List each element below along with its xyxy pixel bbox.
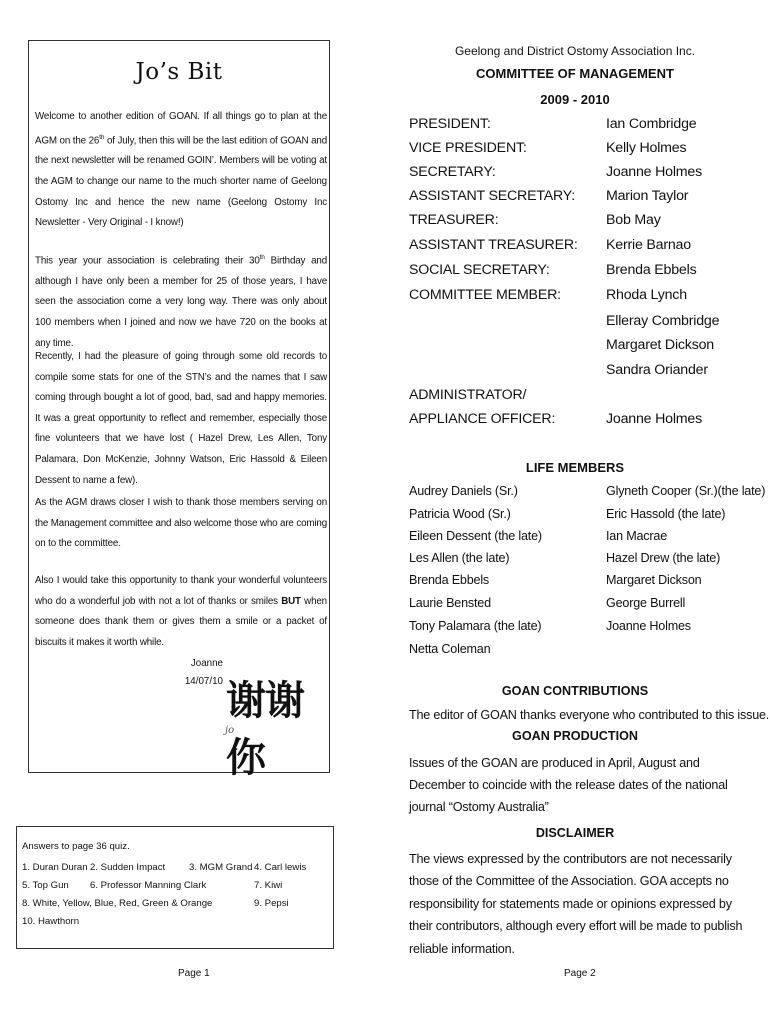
page-number-1: Page 1 — [178, 968, 210, 979]
life-member: Laurie Bensted — [409, 596, 491, 610]
life-member: Glyneth Cooper (Sr.)(the late) — [606, 484, 766, 498]
disclaimer-text: The views expressed by the contributors are not necessarily those of the Committee of the Association. GOA accepts no responsibility for statements made or opinions expressed by their contributors, although every effort will be made to publish reliable information. — [409, 852, 743, 956]
committee-years: 2009 - 2010 — [540, 92, 610, 107]
signoff — [185, 655, 223, 691]
jos-bit-box — [28, 40, 330, 781]
life-member: Ian Macrae — [606, 529, 667, 543]
initials-signature: jo — [225, 725, 235, 736]
records-paragraph: Recently, I had the pleasure of going through some old records to compile some stats for one of the STN’s and the names that I saw coming through bought a lot of good, bad, sad and happy memories. It was a great opportunity to reflect and remember, especially those fine volunteers that we have lost ( Hazel Drew, Les Allen, Tony Palamara, Don McKenzie, Johnny Watson, Eric Hassold & Eileen Dessent to name a few). — [35, 351, 327, 486]
agm-thanks-paragraph: As the AGM draws closer I wish to thank those members serving on the Management committee and also welcome those who are coming on to the committee. — [35, 497, 327, 550]
committee-name: Bob May — [606, 212, 661, 228]
committee-name: Kelly Holmes — [606, 140, 687, 156]
committee-role: TREASURER: — [409, 212, 499, 228]
committee-heading: COMMITTEE OF MANAGEMENT — [476, 66, 674, 81]
association-name: Geelong and District Ostomy Association Inc. — [454, 44, 696, 58]
committee-role: ASSISTANT SECRETARY: — [409, 188, 576, 204]
life-member: Eric Hassold (the late) — [606, 507, 726, 521]
life-member: Audrey Daniels (Sr.) — [409, 484, 518, 498]
life-member: Les Allen (the late) — [409, 551, 510, 565]
life-member: Tony Palamara (the late) — [409, 619, 542, 633]
goan-contributions-heading: GOAN CONTRIBUTIONS — [501, 684, 649, 698]
quiz-row: 1. Duran Duran 2. Sudden Impact 3. MGM Grand 4. Carl lewis — [22, 862, 307, 873]
committee-name: Marion Taylor — [606, 188, 689, 204]
thank-you-chinese-text: 谢谢你 — [226, 677, 304, 781]
committee-name: Rhoda Lynch — [606, 287, 687, 303]
page-number-2: Page 2 — [564, 968, 596, 979]
committee-name: Joanne Holmes — [606, 164, 702, 180]
committee-name: Elleray Combridge — [606, 313, 720, 329]
welcome-paragraph: Welcome to another edition of GOAN. If all things go to plan at the AGM on the 26th of July, then this will be the last edition of GOAN and the next newsletter will be renamed GOIN’. Members will be voting at the AGM to change our name to the much shorter name of Geelong Ostomy Inc and hence the new name (Geelong Ostomy Inc Newsletter - Very Original - I know!) — [35, 111, 328, 229]
goan-production-text: Issues of the GOAN are produced in April, August and December to coincide with the release dates of the national journal “Ostomy Australia” — [409, 756, 728, 814]
life-member: Joanne Holmes — [606, 619, 691, 633]
birthday-paragraph: This year your association is celebrating their 30th Birthday and although I have only been a member for 25 of those years, I have seen the association come a very long way. There was only about 100 members when I joined and now we have 720 on the books at any time. — [35, 254, 327, 349]
admin-role-line2: APPLIANCE OFFICER: — [409, 411, 556, 427]
committee-name: Kerrie Barnao — [606, 237, 691, 253]
volunteers-paragraph: Also I would take this opportunity to thank your wonderful volunteers who do a wonderful job with not a lot of thanks or smiles BUT when someone does thank them or gives them a smile or a packet of biscuits it makes it worth while. — [35, 575, 327, 648]
life-member: Eileen Dessent (the late) — [409, 529, 542, 543]
life-member: Brenda Ebbels — [409, 573, 490, 587]
disclaimer-heading: DISCLAIMER — [535, 826, 615, 840]
committee-name: Ian Combridge — [606, 116, 697, 132]
signoff-name: Joanne — [190, 658, 223, 669]
committee-role: VICE PRESIDENT: — [409, 140, 527, 156]
signoff-date: 14/07/10 — [184, 676, 223, 687]
jos-bit-title: Jo’s Bit — [135, 59, 223, 85]
admin-name: Joanne Holmes — [606, 411, 702, 427]
committee-name: Sandra Oriander — [606, 362, 708, 378]
quiz-answers-box — [16, 826, 334, 949]
quiz-title: Answers to page 36 quiz. — [22, 841, 130, 852]
life-members-heading: LIFE MEMBERS — [525, 460, 625, 475]
life-member: Hazel Drew (the late) — [606, 551, 721, 565]
life-member: Netta Coleman — [409, 642, 491, 656]
committee-name: Brenda Ebbels — [606, 262, 697, 278]
admin-role-line1: ADMINISTRATOR/ — [409, 387, 527, 403]
life-member: Patricia Wood (Sr.) — [409, 507, 511, 521]
goan-contributions-text: The editor of GOAN thanks everyone who contributed to this issue. — [409, 708, 770, 722]
committee-name: Margaret Dickson — [606, 337, 714, 353]
quiz-row: 5. Top Gun 6. Professor Manning Clark 7. Kiwi — [22, 880, 283, 891]
life-member: Margaret Dickson — [606, 573, 702, 587]
quiz-row: 10. Hawthorn — [22, 916, 80, 927]
quiz-row: 8. White, Yellow, Blue, Red, Green & Orange 9. Pepsi — [22, 898, 289, 909]
committee-role: ASSISTANT TREASURER: — [409, 237, 578, 253]
committee-role: PRESIDENT: — [409, 116, 491, 132]
life-member: George Burrell — [606, 596, 686, 610]
committee-role: SECRETARY: — [409, 164, 496, 180]
goan-production-heading: GOAN PRODUCTION — [512, 729, 638, 743]
committee-role: SOCIAL SECRETARY: — [409, 262, 550, 278]
committee-role: COMMITTEE MEMBER: — [409, 287, 561, 303]
